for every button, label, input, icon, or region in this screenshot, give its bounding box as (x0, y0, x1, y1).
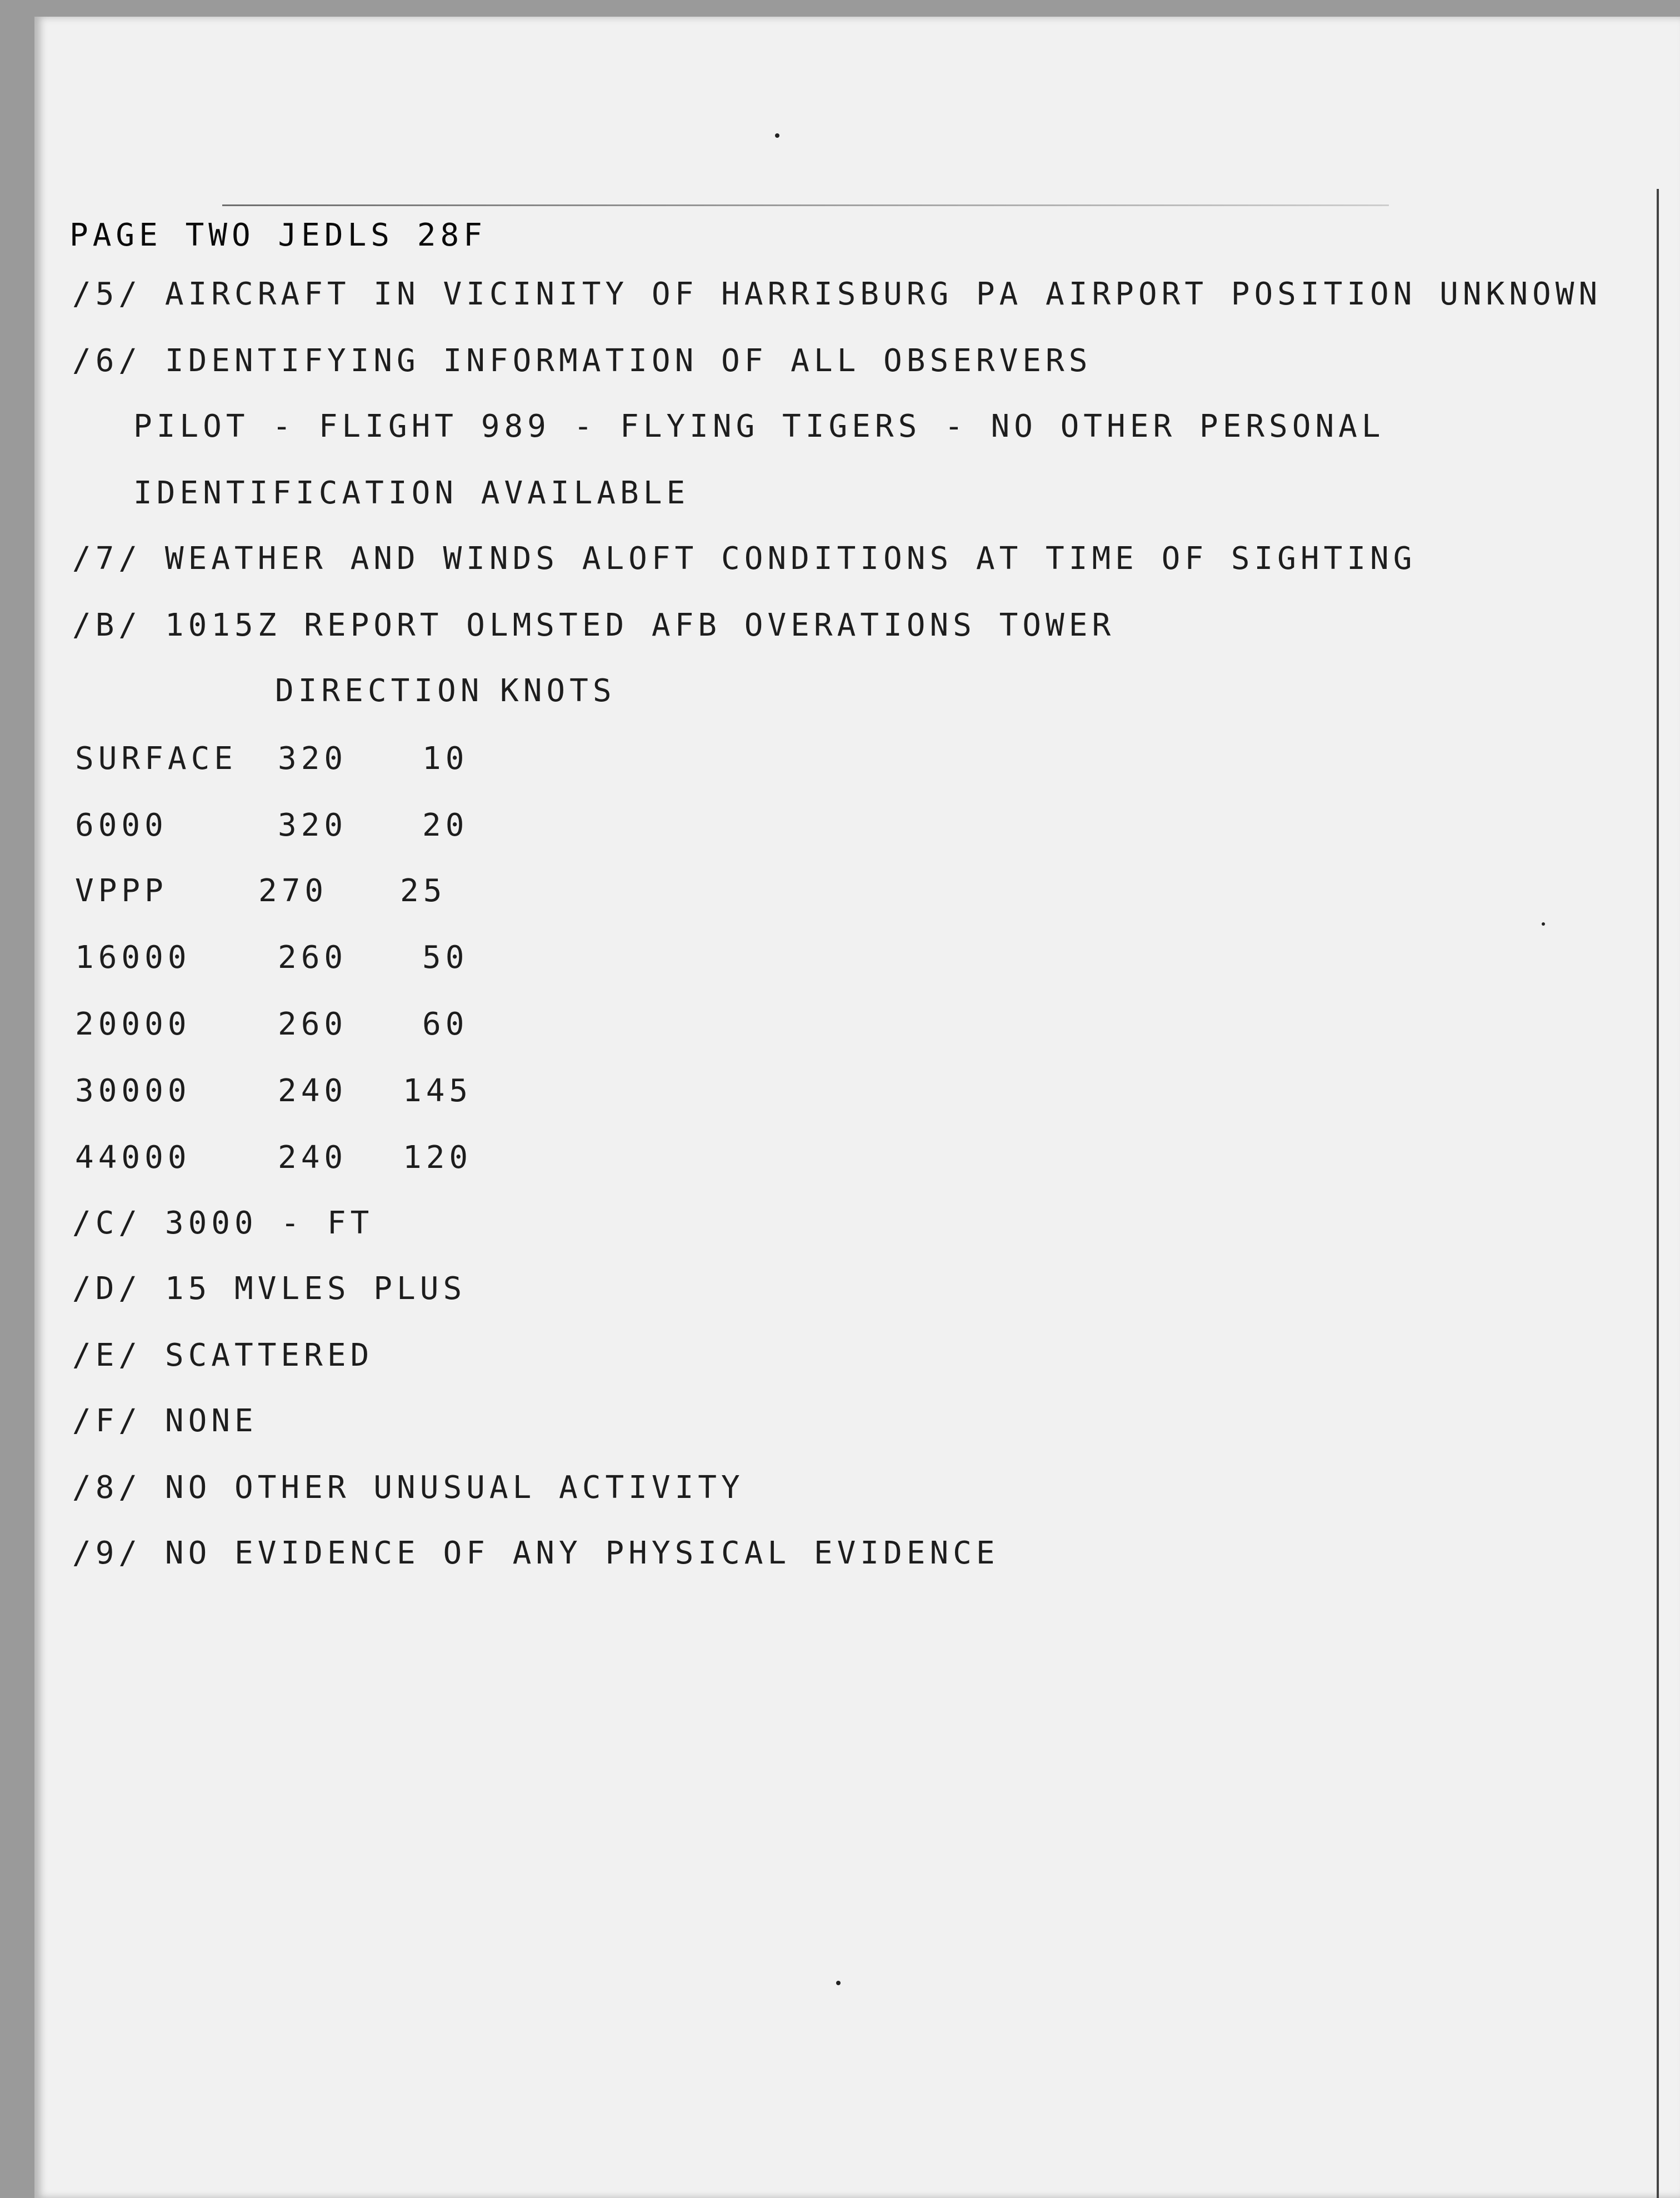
item-9-text: /9/ NO EVIDENCE OF ANY PHYSICAL EVIDENCE (72, 1535, 999, 1571)
item-e-text: /E/ SCATTERED (72, 1337, 374, 1373)
wind-level: 30000 (75, 1073, 191, 1109)
column-header-knots: KNOTS (500, 673, 616, 709)
item-6-text: /6/ IDENTIFYING INFORMATION OF ALL OBSERVERS (72, 343, 1092, 379)
item-8-text: /8/ NO OTHER UNUSUAL ACTIVITY (72, 1470, 744, 1506)
wind-direction: 240 (278, 1140, 348, 1176)
wind-level: 16000 (75, 940, 191, 976)
paper-edge (1657, 189, 1659, 2198)
wind-knots: 145 (403, 1073, 473, 1109)
item-d-text: /D/ 15 MVLES PLUS (72, 1271, 467, 1307)
wind-level: VPPP (75, 873, 168, 909)
wind-knots: 60 (422, 1006, 469, 1042)
wind-direction: 260 (278, 1006, 348, 1042)
wind-level: SURFACE (75, 741, 238, 777)
wind-level: 44000 (75, 1140, 191, 1176)
dust-speck (1542, 922, 1545, 926)
wind-direction: 240 (278, 1073, 348, 1109)
dust-speck (836, 1981, 841, 1985)
header-rule (222, 204, 1389, 206)
column-header-direction: DIRECTION (275, 673, 484, 709)
wind-direction: 320 (278, 741, 348, 777)
wind-level: 20000 (75, 1006, 191, 1042)
item-5-text: /5/ AIRCRAFT IN VICINITY OF HARRISBURG PA AIRPORT POSITION UNKNOWN (72, 276, 1602, 312)
wind-knots: 25 (400, 873, 447, 909)
observer-text: PILOT - FLIGHT 989 - FLYING TIGERS - NO OTHER PERSONAL (133, 408, 1385, 444)
page-header: PAGE TWO JEDLS 28F (69, 217, 487, 253)
wind-knots: 10 (422, 741, 469, 777)
item-7-text: /7/ WEATHER AND WINDS ALOFT CONDITIONS AT TIME OF SIGHTING (72, 541, 1417, 577)
identification-text: IDENTIFICATION AVAILABLE (133, 475, 690, 511)
wind-direction: 320 (278, 807, 348, 843)
item-c-text: /C/ 3000 - FT (72, 1205, 374, 1241)
wind-knots: 20 (422, 807, 469, 843)
wind-direction: 270 (258, 873, 328, 909)
wind-knots: 50 (422, 940, 469, 976)
wind-knots: 120 (403, 1140, 473, 1176)
dust-speck (775, 133, 779, 138)
wind-level: 6000 (75, 807, 168, 843)
item-f-text: /F/ NONE (72, 1403, 258, 1439)
wind-direction: 260 (278, 940, 348, 976)
item-b-text: /B/ 1015Z REPORT OLMSTED AFB OVERATIONS TOWER (72, 607, 1116, 643)
